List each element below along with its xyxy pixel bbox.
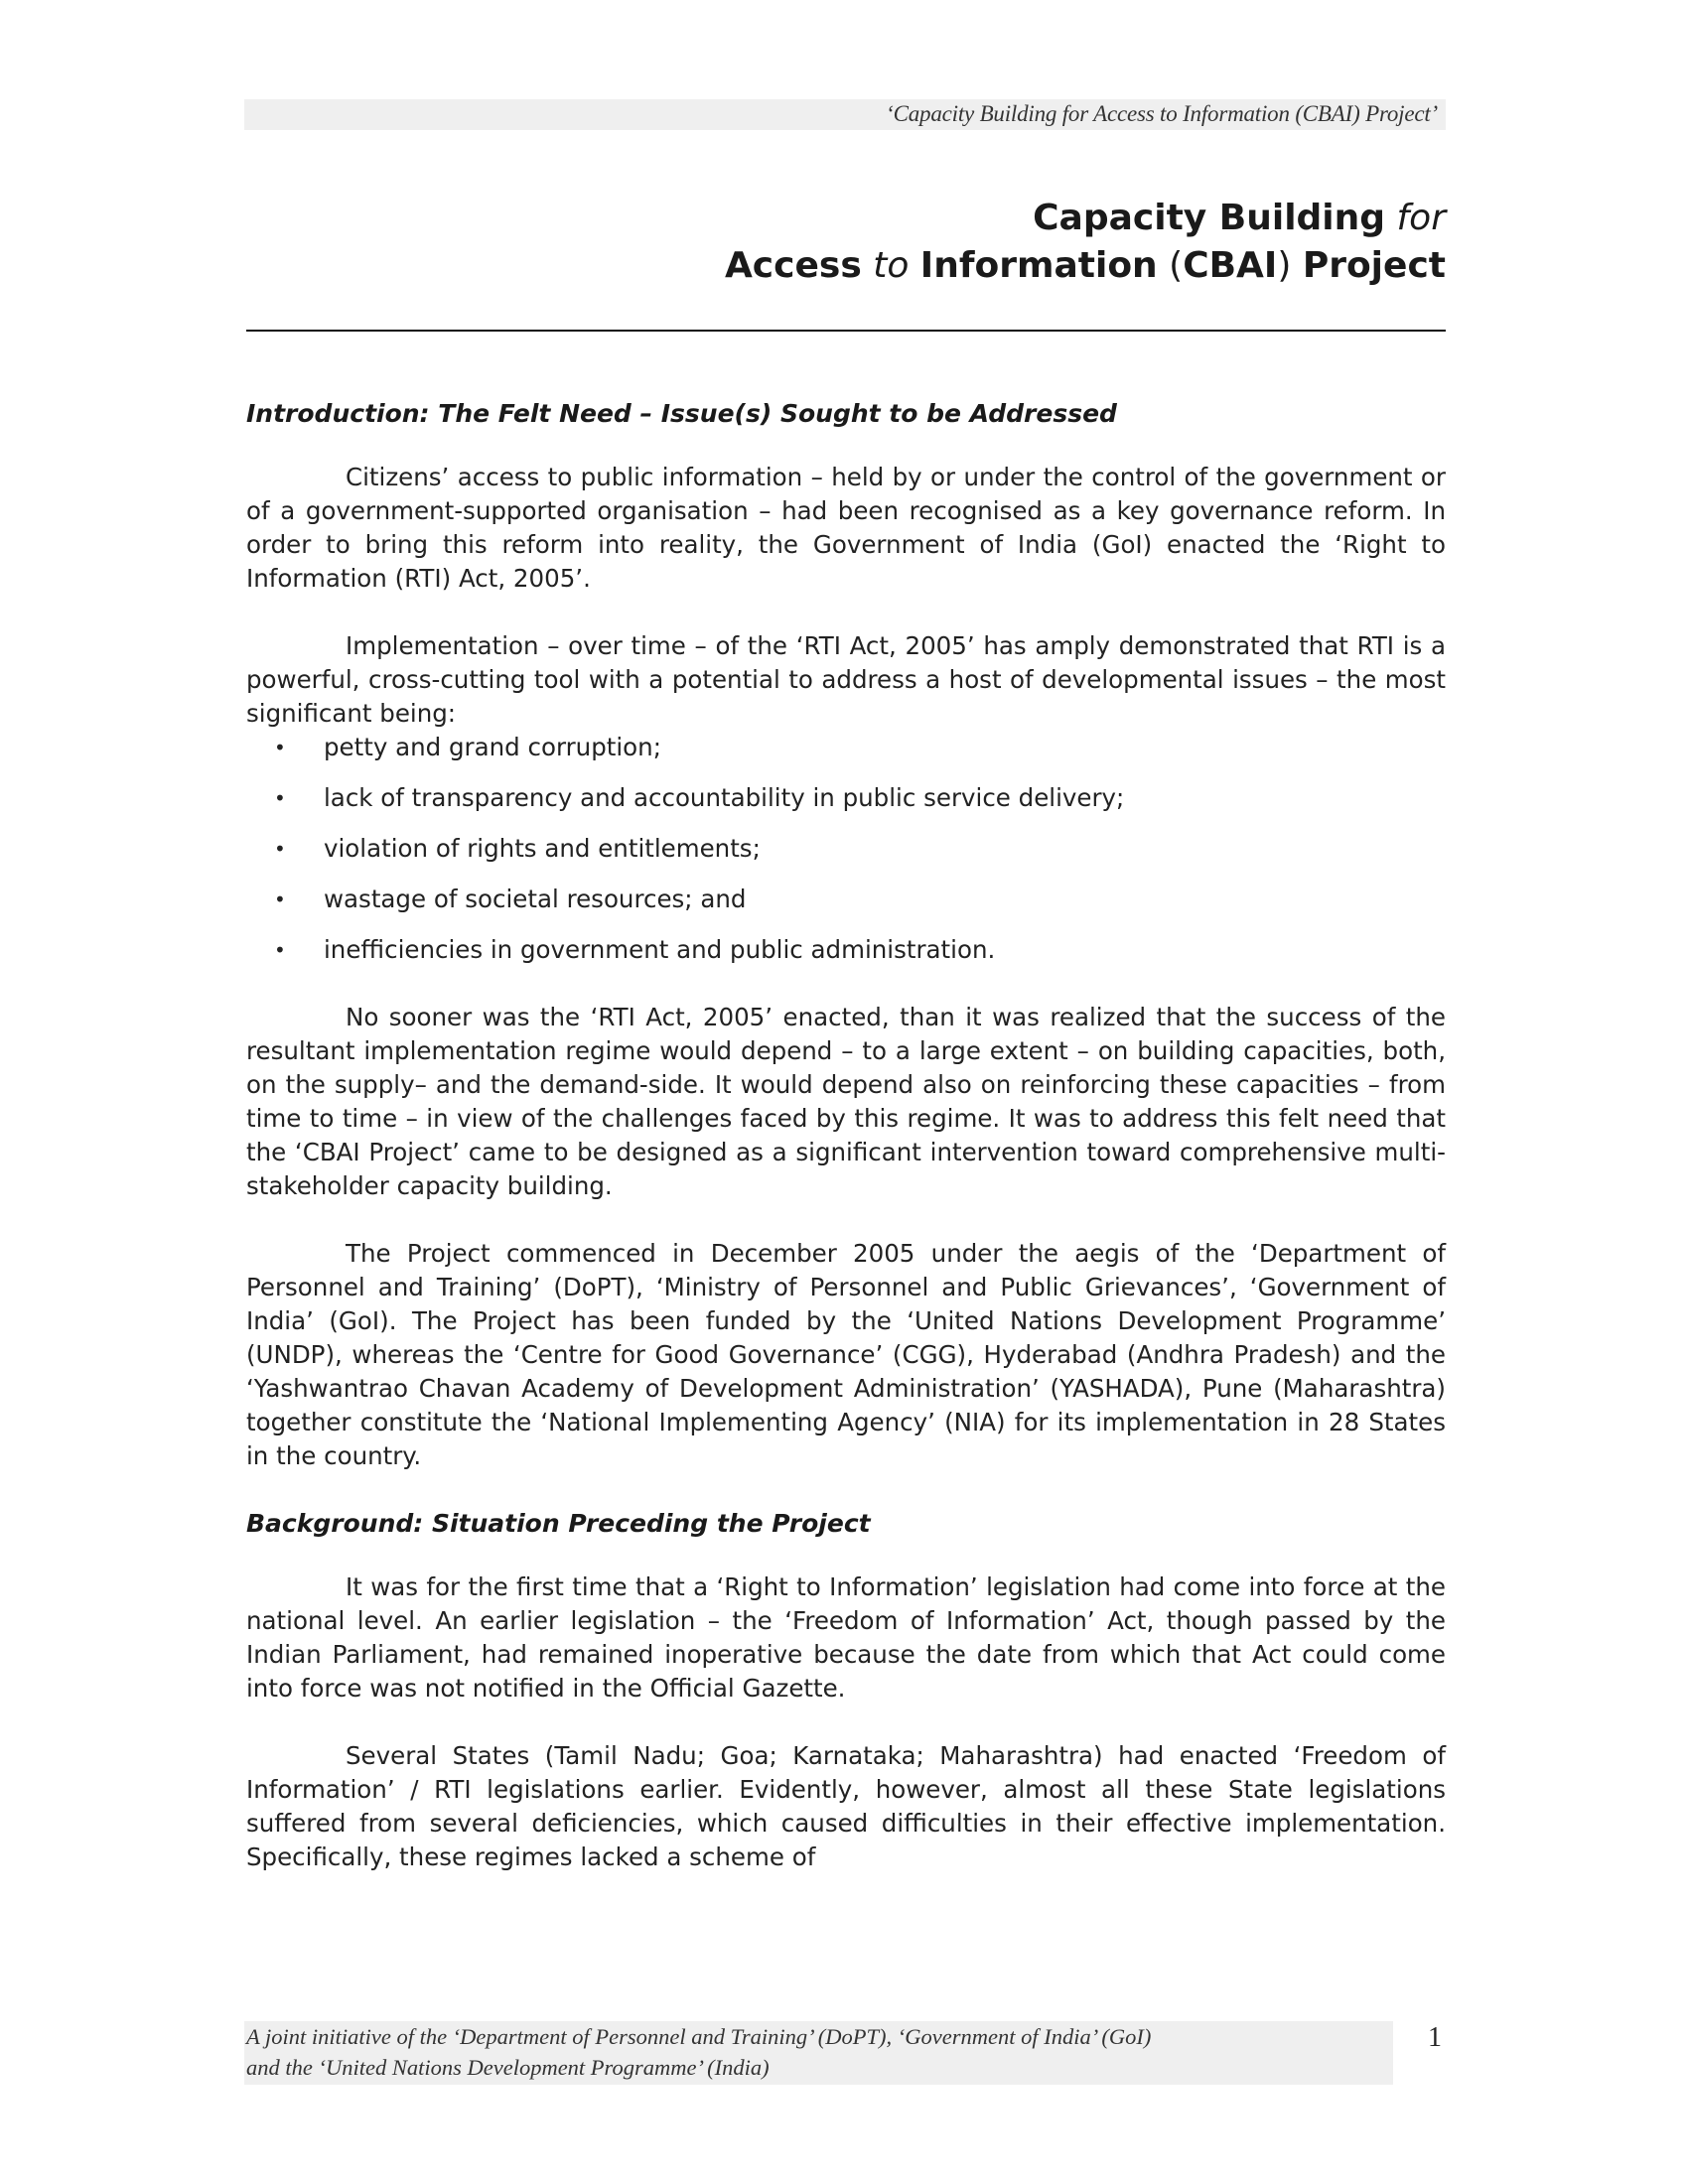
paragraph: Implementation – over time – of the ‘RTI Act, 2005’ has amply demonstrated that RTI is a powerful, cross-cutting tool with a potential to address a host of developmental issues – the most significant being: xyxy=(246,631,1446,728)
paragraph: It was for the first time that a ‘Right to Information’ legislation had come into force at the national level. An earlier legislation – the ‘Freedom of Information’ Act, though passed by the Indian Parliament, had remained inoperative because the date from which that Act could come into force was not notified in the Official Gazette. xyxy=(246,1572,1446,1703)
running-header-title: ‘Capacity Building for Access to Information (CBAI) Project’ xyxy=(886,101,1438,126)
issues-list xyxy=(246,731,1446,967)
page-footer xyxy=(244,2021,1393,2085)
document-body xyxy=(246,397,1446,1908)
list-item-text: wastage of societal resources; and xyxy=(324,885,747,913)
list-item-text: petty and grand corruption; xyxy=(324,733,661,761)
paragraph: Citizens’ access to public information – held by or under the control of the government or of a government-supported organisation – had been recognised as a key governance reform. In order to bring this reform into reality, the Government of India (GoI) enacted the ‘Right to Information (RTI) Act, 2005’. xyxy=(246,463,1446,593)
title-paren: ) xyxy=(1277,245,1292,286)
paragraph: No sooner was the ‘RTI Act, 2005’ enacted, than it was realized that the success of the resultant implementation regime would depend – to a large extent – on building capacities, both, on the supply– and the demand-side. It would depend also on reinforcing these capacities – from time to time – in view of the challenges faced by this regime. It was to address this felt need that the ‘CBAI Project’ came to be designed as a significant intervention toward comprehensive multi-stakeholder capacity building. xyxy=(246,1003,1446,1200)
running-header xyxy=(244,99,1446,130)
list-item-text: inefficiencies in government and public administration. xyxy=(324,935,996,964)
bullet-icon: • xyxy=(274,837,286,861)
title-divider xyxy=(246,330,1446,332)
bullet-icon: • xyxy=(274,736,286,759)
title-text-italic: to xyxy=(873,245,910,286)
title-line-2 xyxy=(246,242,1446,290)
paragraph: Several States (Tamil Nadu; Goa; Karnataka; Maharashtra) had enacted ‘Freedom of Information’ / RTI legislations earlier. Evidently, however, almost all these State legislations suffered from several deficiencies, which caused difficulties in their effective implementation. Specifically, these regimes lacked a scheme of xyxy=(246,1741,1446,1871)
footer-line-1: A joint initiative of the ‘Department of Personnel and Training’ (DoPT), ‘Government of India’ (GoI) xyxy=(246,2024,1152,2049)
page-number: 1 xyxy=(1428,2022,1442,2053)
title-line-1 xyxy=(246,195,1446,242)
title-text-italic: for xyxy=(1396,198,1446,238)
paragraph: The Project commenced in December 2005 under the aegis of the ‘Department of Personnel and Training’ (DoPT), ‘Ministry of Personnel and Public Grievances’, ‘Government of India’ (GoI). The Project has been funded by the ‘United Nations Development Programme’ (UNDP), whereas the ‘Centre for Good Governance’ (CGG), Hyderabad (Andhra Pradesh) and the ‘Yashwantrao Chavan Academy of Development Administration’ (YASHADA), Pune (Maharashtra) together constitute the ‘National Implementing Agency’ (NIA) for its implementation in 28 States in the country. xyxy=(246,1239,1446,1470)
list-item xyxy=(246,731,1446,764)
footer-line-2: and the ‘United Nations Development Programme’ (India) xyxy=(246,2055,770,2080)
bullet-icon: • xyxy=(274,938,286,962)
list-item-text: lack of transparency and accountability in public service delivery; xyxy=(324,783,1125,812)
footer-credit xyxy=(246,2021,1151,2083)
list-item xyxy=(246,933,1446,967)
title-text-bold: Information xyxy=(919,245,1158,286)
list-item xyxy=(246,883,1446,916)
bullet-icon: • xyxy=(274,887,286,911)
list-item-text: violation of rights and entitlements; xyxy=(324,834,761,863)
title-text-bold: Capacity Building xyxy=(1033,198,1386,238)
list-item xyxy=(246,832,1446,866)
bullet-icon: • xyxy=(274,786,286,810)
list-item xyxy=(246,781,1446,815)
title-paren: ( xyxy=(1169,245,1184,286)
title-text-bold: Access xyxy=(724,245,862,286)
section-heading-background: Background: Situation Preceding the Project xyxy=(246,1509,871,1538)
section-heading-introduction: Introduction: The Felt Need – Issue(s) Sought to be Addressed xyxy=(246,399,1117,428)
document-title xyxy=(246,195,1446,290)
title-acronym: CBAI xyxy=(1183,245,1278,286)
title-text-bold: Project xyxy=(1302,245,1446,286)
